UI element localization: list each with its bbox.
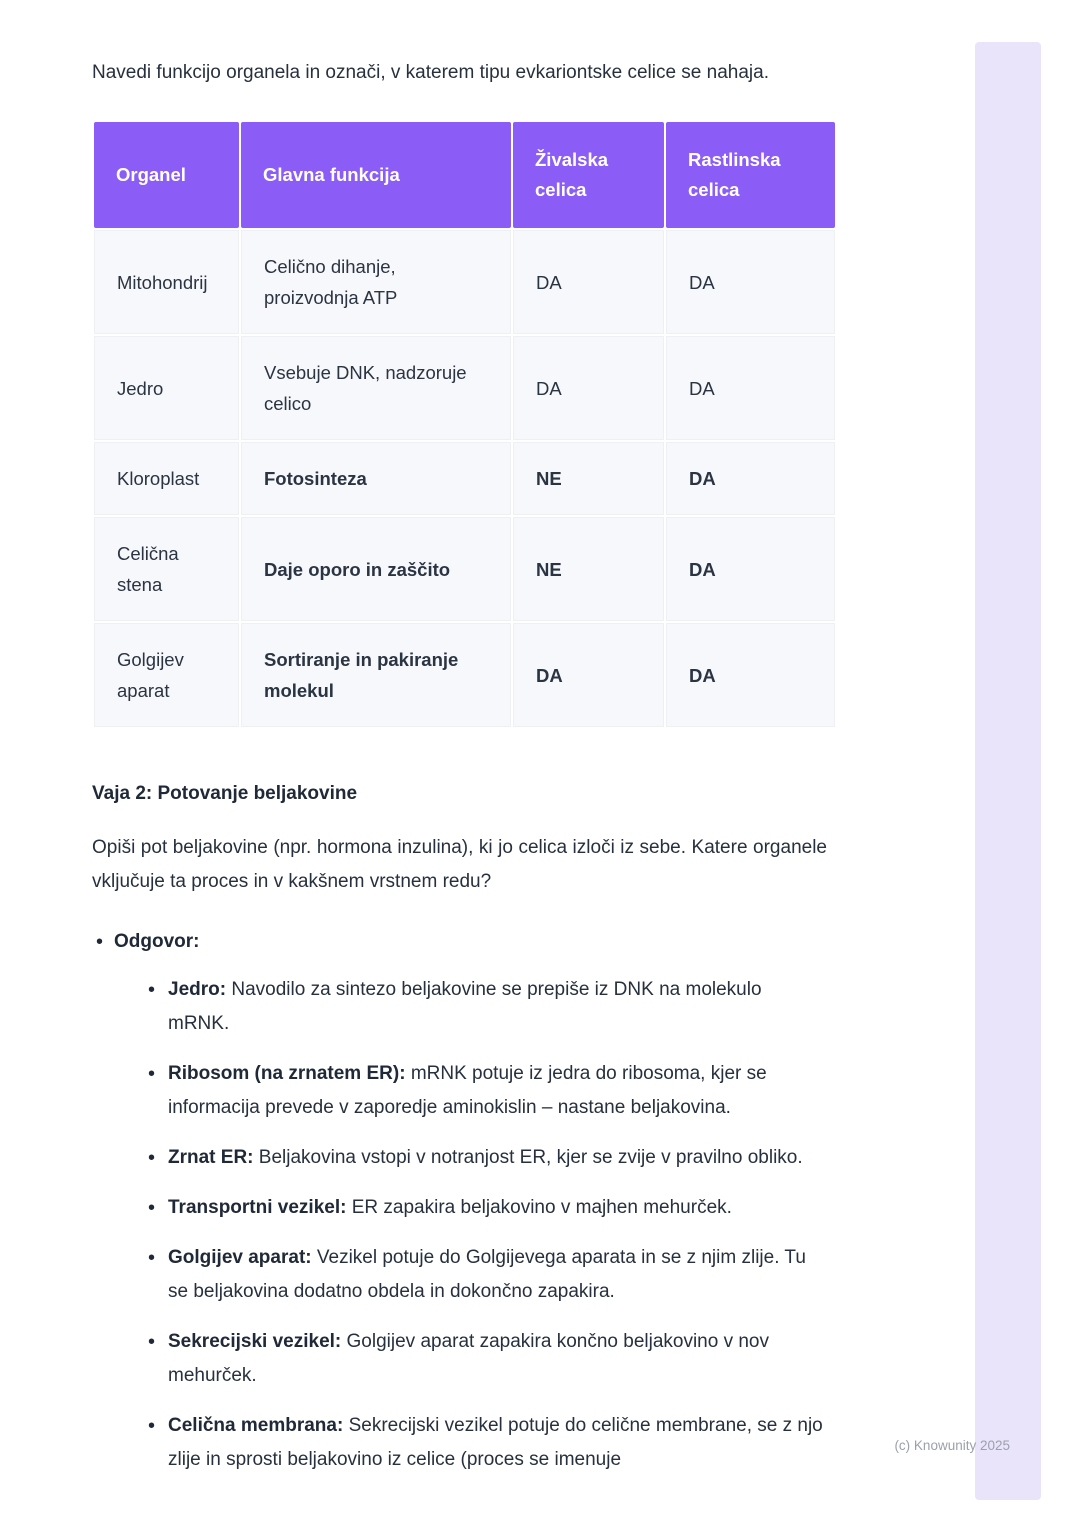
cell-zivalska: DA (513, 336, 664, 440)
step-item (146, 1409, 827, 1477)
cell-funkcija: Fotosinteza (241, 442, 511, 515)
step-item (146, 1141, 827, 1175)
side-accent-bar (975, 42, 1041, 1500)
cell-rastlinska: DA (666, 623, 835, 727)
answer-item (92, 925, 827, 1477)
table-row (94, 336, 835, 440)
cell-rastlinska: DA (666, 336, 835, 440)
cell-funkcija: Daje oporo in zaščito (241, 517, 511, 621)
cell-organel: Kloroplast (94, 442, 239, 515)
section-heading: Vaja 2: Potovanje beljakovine (92, 783, 358, 804)
step-label: Celična membrana: (168, 1415, 344, 1436)
step-label: Ribosom (na zrnatem ER): (168, 1063, 406, 1084)
footer-credit: (c) Knowunity 2025 (894, 1438, 1010, 1453)
document-content (92, 56, 827, 1493)
step-item (146, 1057, 827, 1125)
answer-list (92, 925, 827, 1477)
step-text: Sekrecijski vezikel potuje do celične membrane, se z njo zlije in sprosti beljakovino iz celice (proces se imenuje (168, 1415, 823, 1470)
step-label: Sekrecijski vezikel: (168, 1331, 342, 1352)
cell-organel: Celična stena (94, 517, 239, 621)
table-row (94, 230, 835, 334)
cell-zivalska: NE (513, 442, 664, 515)
cell-zivalska: NE (513, 517, 664, 621)
header-rastlinska: Rastlinska celica (666, 122, 835, 228)
cell-funkcija: Vsebuje DNK, nadzoruje celico (241, 336, 511, 440)
header-funkcija: Glavna funkcija (241, 122, 511, 228)
cell-funkcija: Sortiranje in pakiranje molekul (241, 623, 511, 727)
step-item (146, 1191, 827, 1225)
header-organel: Organel (94, 122, 239, 228)
header-zivalska: Živalska celica (513, 122, 664, 228)
intro-paragraph: Navedi funkcijo organela in označi, v katerem tipu evkariontske celice se nahaja. (92, 62, 769, 83)
step-text: Vezikel potuje do Golgijevega aparata in se z njim zlije. Tu se beljakovina dodatno obdela in dokončno zapakira. (168, 1247, 806, 1302)
step-text: mRNK potuje iz jedra do ribosoma, kjer se informacija prevede v zaporedje aminokislin – nastane beljakovina. (168, 1063, 767, 1118)
cell-zivalska: DA (513, 230, 664, 334)
cell-rastlinska: DA (666, 442, 835, 515)
organelle-table (92, 120, 837, 729)
cell-funkcija: Celično dihanje, proizvodnja ATP (241, 230, 511, 334)
step-text: Beljakovina vstopi v notranjost ER, kjer se zvije v pravilno obliko. (258, 1147, 803, 1168)
answer-label: Odgovor: (114, 931, 200, 952)
cell-rastlinska: DA (666, 230, 835, 334)
step-text: ER zapakira beljakovino v majhen mehurček. (351, 1197, 732, 1218)
step-text: Navodilo za sintezo beljakovine se prepiše iz DNK na molekulo mRNK. (168, 979, 762, 1034)
step-label: Transportni vezikel: (168, 1197, 347, 1218)
table-row (94, 623, 835, 727)
step-item (146, 1241, 827, 1309)
step-item (146, 973, 827, 1041)
prompt-paragraph: Opiši pot beljakovine (npr. hormona inzulina), ki jo celica izloči iz sebe. Katere organele vključuje ta proces in v kakšnem vrstnem redu? (92, 837, 827, 892)
step-label: Jedro: (168, 979, 227, 1000)
step-label: Golgijev aparat: (168, 1247, 312, 1268)
answer-steps-list (114, 973, 827, 1477)
step-item (146, 1325, 827, 1393)
cell-zivalska: DA (513, 623, 664, 727)
cell-organel: Jedro (94, 336, 239, 440)
step-label: Zrnat ER: (168, 1147, 254, 1168)
table-row (94, 517, 835, 621)
table-row (94, 442, 835, 515)
table-header-row (94, 122, 835, 228)
step-text: Golgijev aparat zapakira končno beljakovino v nov mehurček. (168, 1331, 770, 1386)
cell-rastlinska: DA (666, 517, 835, 621)
cell-organel: Golgijev aparat (94, 623, 239, 727)
cell-organel: Mitohondrij (94, 230, 239, 334)
